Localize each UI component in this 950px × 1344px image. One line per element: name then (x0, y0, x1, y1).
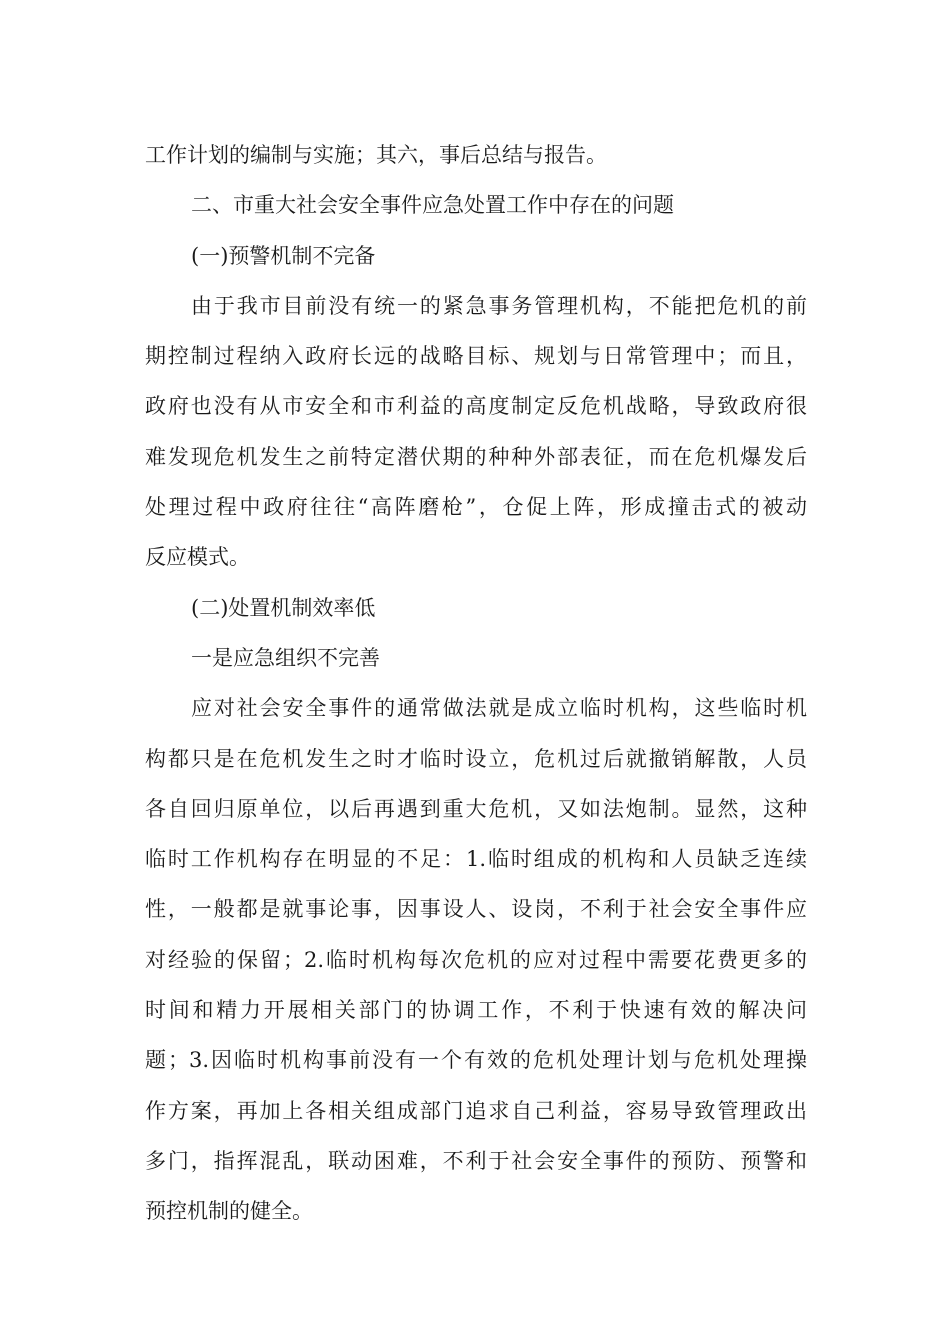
paragraph-last-line: 预控机制的健全。 (145, 1199, 313, 1224)
paragraph-line: 题；3.因临时机构事前没有一个有效的危机处理计划与危机处理操 (145, 1048, 807, 1073)
paragraph-last-line: (二)处置机制效率低 (191, 595, 376, 620)
paragraph-line: 多门，指挥混乱，联动困难，不利于社会安全事件的预防、预警和 (145, 1148, 807, 1173)
paragraph-line: 处理过程中政府往往“高阵磨枪”，仓促上阵，形成撞击式的被动 (145, 495, 807, 520)
paragraph-last-line: 工作计划的编制与实施；其六，事后总结与报告。 (145, 143, 607, 167)
paragraph-last-line: 一是应急组织不完善 (191, 645, 380, 670)
paragraph-last-line: 二、市重大社会安全事件应急处置工作中存在的问题 (191, 193, 674, 218)
paragraph-line: 由于我市目前没有统一的紧急事务管理机构，不能把危机的前 (191, 293, 807, 318)
document-body (145, 130, 807, 1237)
paragraph-line: 作方案，再加上各相关组成部门追求自己利益，容易导致管理政出 (145, 1098, 807, 1123)
paragraph-line: 期控制过程纳入政府长远的战略目标、规划与日常管理中；而且， (145, 344, 807, 369)
paragraph-line: 各自回归原单位，以后再遇到重大危机，又如法炮制。显然，这种 (145, 796, 807, 821)
paragraph-line: 性，一般都是就事论事，因事设人、设岗，不利于社会安全事件应 (145, 897, 807, 922)
paragraph-line: 对经验的保留；2.临时机构每次危机的应对过程中需要花费更多的 (145, 947, 807, 972)
paragraph-line: 应对社会安全事件的通常做法就是成立临时机构，这些临时机 (191, 696, 807, 721)
paragraph-line: 难发现危机发生之前特定潜伏期的种种外部表征，而在危机爆发后 (145, 444, 807, 469)
paragraph-line: 构都只是在危机发生之时才临时设立，危机过后就撤销解散，人员 (145, 746, 807, 771)
paragraph-last-line: 反应模式。 (145, 545, 250, 570)
paragraph-line: 临时工作机构存在明显的不足：1.临时组成的机构和人员缺乏连续 (145, 847, 807, 872)
paragraph-last-line: (一)预警机制不完备 (191, 243, 376, 268)
paragraph-line: 政府也没有从市安全和市利益的高度制定反危机战略，导致政府很 (145, 394, 807, 419)
paragraph-line: 时间和精力开展相关部门的协调工作，不利于快速有效的解决问 (145, 998, 807, 1023)
